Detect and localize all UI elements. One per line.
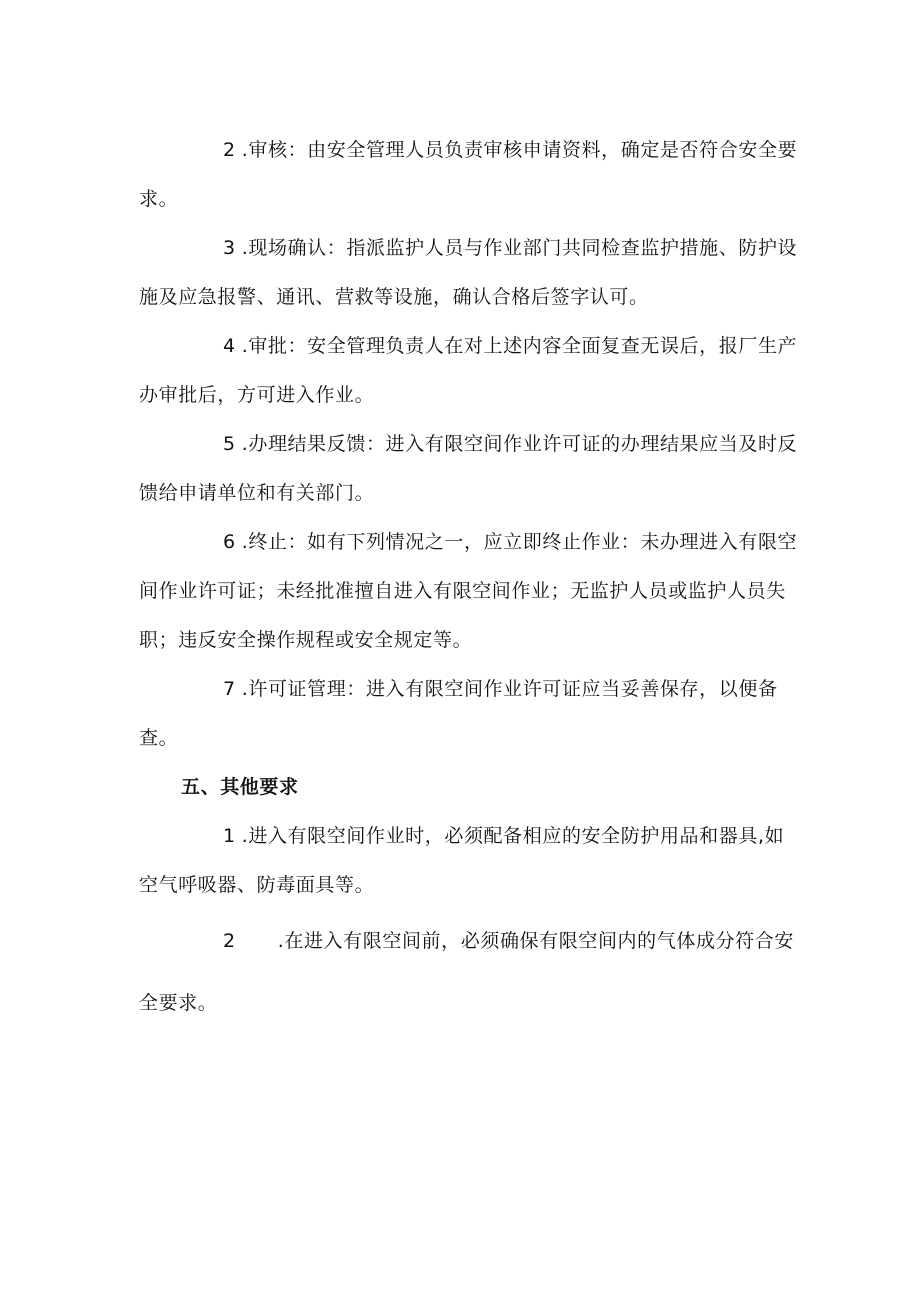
paragraph-6-termination <box>139 518 799 665</box>
item-number: 4 <box>223 335 236 357</box>
item-number: 7 <box>223 678 236 700</box>
item-number: 2 <box>223 930 236 952</box>
paragraph-text: .审批：安全管理负责人在对上述内容全面复查无误后，报厂生产办审批后，方可进入作业。 <box>139 335 798 406</box>
item-number: 3 <box>223 237 236 259</box>
paragraph-5-feedback <box>139 420 799 518</box>
item-number: 2 <box>223 139 236 161</box>
paragraph-7-permit-management <box>139 665 799 763</box>
paragraph-text: .审核：由安全管理人员负责审核申请资料，确定是否符合安全要求。 <box>139 139 798 210</box>
section-title: 五、其他要求 <box>181 776 299 798</box>
paragraph-4-approval <box>139 322 799 420</box>
paragraph-text: .终止：如有下列情况之一，应立即终止作业：未办理进入有限空间作业许可证；未经批准擅自进入有限空间作业；无监护人员或监护人员失职；违反安全操作规程或安全规定等。 <box>139 531 798 651</box>
paragraph-other-1-protective-equipment <box>139 812 799 910</box>
paragraph-2-review <box>139 126 799 224</box>
item-number: 5 <box>223 433 236 455</box>
document-body <box>139 126 799 1034</box>
paragraph-text: .进入有限空间作业时，必须配备相应的安全防护用品和器具,如空气呼吸器、防毒面具等。 <box>139 825 785 896</box>
paragraph-3-site-confirmation <box>139 224 799 322</box>
item-number: 6 <box>223 531 236 553</box>
paragraph-text: .现场确认：指派监护人员与作业部门共同检查监护措施、防护设施及应急报警、通讯、营救等设施，确认合格后签字认可。 <box>139 237 798 308</box>
item-number: 1 <box>223 825 236 847</box>
paragraph-text: .办理结果反馈：进入有限空间作业许可证的办理结果应当及时反馈给申请单位和有关部门。 <box>139 433 798 504</box>
paragraph-other-2-gas-check <box>139 910 799 1034</box>
paragraph-text: .在进入有限空间前，必须确保有限空间内的气体成分符合安全要求。 <box>139 930 794 1014</box>
paragraph-text: .许可证管理：进入有限空间作业许可证应当妥善保存，以便备查。 <box>139 678 778 749</box>
